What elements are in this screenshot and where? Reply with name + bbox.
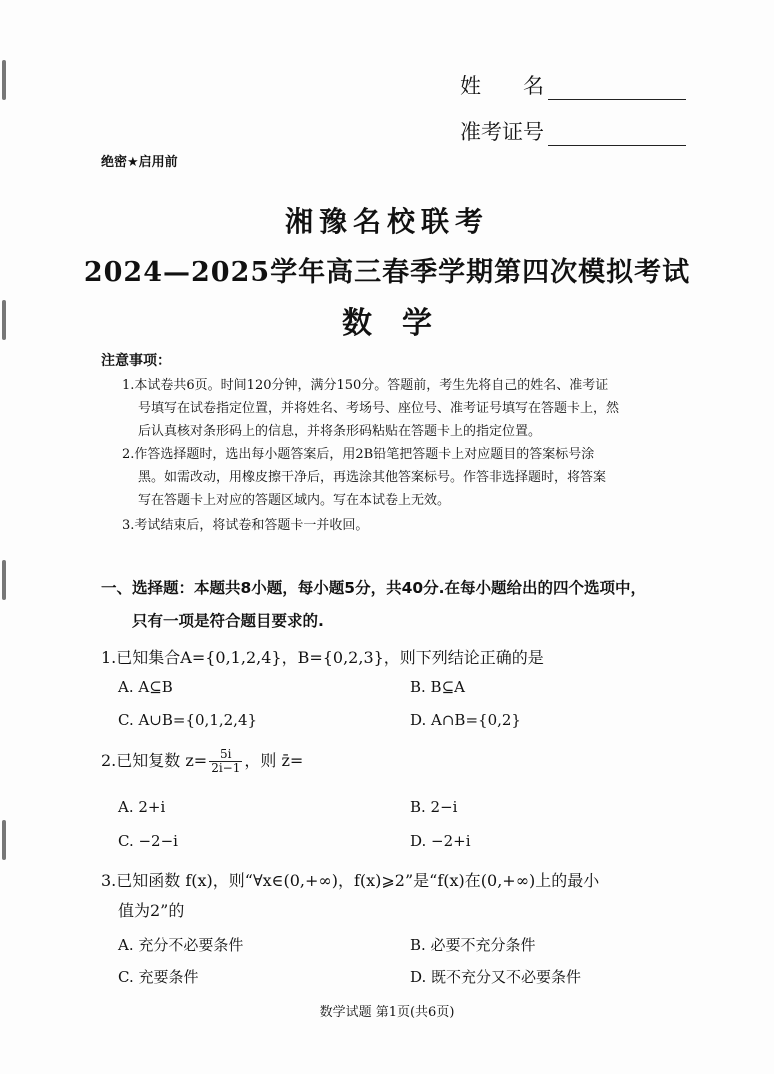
question-2-option-b[interactable]: B. 2−i <box>410 798 458 816</box>
question-1-option-c[interactable]: C. A∪B={0,1,2,4} <box>118 711 258 729</box>
question-2-stem-post: ，则 z̄= <box>244 751 304 770</box>
question-1-option-a[interactable]: A. A⊆B <box>118 678 173 696</box>
name-blank-line[interactable] <box>548 81 686 100</box>
question-1-stem: 1.已知集合A={0,1,2,4}，B={0,2,3}，则下列结论正确的是 <box>101 648 544 667</box>
notice-text: 后认真核对条形码上的信息，并将条形码粘贴在答题卡上的指定位置。 <box>138 424 542 439</box>
confidential-mark: 绝密★启用前 <box>101 155 178 170</box>
question-2-option-c[interactable]: C. −2−i <box>118 832 178 850</box>
name-field[interactable] <box>460 70 686 100</box>
notice-text: 号填写在试卷指定位置，并将姓名、考场号、座位号、准考证号填写在答题卡上，然 <box>138 401 620 416</box>
notice-item-3 <box>122 514 702 537</box>
question-2-option-a[interactable]: A. 2+i <box>118 798 166 816</box>
exam-id-field[interactable] <box>460 116 686 146</box>
binding-hole <box>2 60 6 100</box>
question-1-option-b[interactable]: B. B⊆A <box>410 678 465 696</box>
notice-text: 黑。如需改动，用橡皮擦干净后，再选涂其他答案标号。作答非选择题时，将答案 <box>138 470 607 485</box>
question-1-option-d[interactable]: D. A∩B={0,2} <box>410 711 521 729</box>
binding-hole <box>2 560 6 600</box>
question-2-stem <box>101 748 303 775</box>
notice-item-2 <box>122 443 702 512</box>
name-label: 姓 名 <box>460 74 544 98</box>
notice-item-1 <box>122 374 702 443</box>
page-footer: 数学试题 第1页(共6页) <box>319 1005 455 1020</box>
question-2-fraction <box>209 748 242 775</box>
notice-text: 3.考试结束后，将试卷和答题卡一并收回。 <box>122 518 369 533</box>
question-3-option-b[interactable]: B. 必要不充分条件 <box>410 936 536 954</box>
binding-hole <box>2 820 6 860</box>
exam-term-title: 2024—2025学年高三春季学期第四次模拟考试 <box>83 257 691 288</box>
question-3-option-a[interactable]: A. 充分不必要条件 <box>118 936 244 954</box>
notice-text: 写在答题卡上对应的答题区域内。写在本试卷上无效。 <box>138 493 451 508</box>
question-2-stem-pre: 2.已知复数 z= <box>101 751 208 770</box>
question-3-stem: 3.已知函数 f(x)，则“∀x∈(0,+∞)，f(x)⩾2”是“f(x)在(0,+∞)上的最小 <box>101 871 600 890</box>
notice-text: 2.作答选择题时，选出每小题答案后，用2B铅笔把答题卡上对应题目的答案标号涂 <box>122 447 595 462</box>
exam-id-blank-line[interactable] <box>548 127 686 146</box>
question-3-option-c[interactable]: C. 充要条件 <box>118 968 199 986</box>
question-3-stem-cont: 值为2”的 <box>118 901 185 920</box>
question-2-option-d[interactable]: D. −2+i <box>410 832 471 850</box>
notice-heading: 注意事项： <box>101 353 171 369</box>
notice-text: 1.本试卷共6页。时间120分钟，满分150分。答题前，考生先将自己的姓名、准考证 <box>122 378 609 393</box>
section-heading-cont: 只有一项是符合题目要求的. <box>132 612 324 630</box>
section-heading: 一、选择题：本题共8小题，每小题5分，共40分.在每小题给出的四个选项中， <box>101 579 647 597</box>
exam-union-title: 湘豫名校联考 <box>284 205 489 238</box>
subject-title: 数学 <box>342 306 462 341</box>
fraction-denominator: 2i−1 <box>211 761 241 775</box>
exam-id-label: 准考证号 <box>460 120 544 144</box>
fraction-numerator: 5i <box>209 748 242 762</box>
question-3-option-d[interactable]: D. 既不充分又不必要条件 <box>410 968 582 986</box>
